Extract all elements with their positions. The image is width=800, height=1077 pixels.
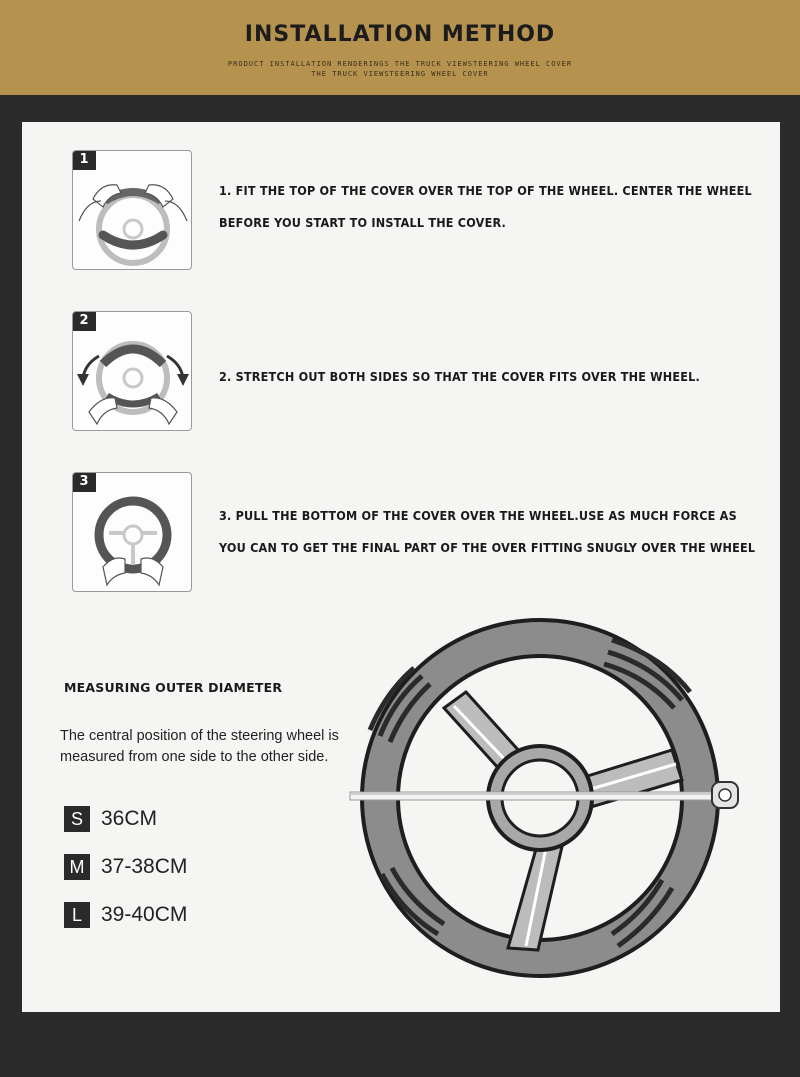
size-letter-badge: S [64,806,90,832]
step-2-line-1: 2. STRETCH OUT BOTH SIDES SO THAT THE COVER FITS OVER THE WHEEL. [219,369,701,384]
step-2-text [219,361,764,393]
page-title: INSTALLATION METHOD [244,22,556,47]
header-subtitle-line-2: THE TRUCK VIEWSTEERING WHEEL COVER [311,70,489,78]
step-2-illustration [72,311,192,431]
step-3-text [219,500,764,564]
measure-description: The central position of the steering wheel is measured from one side to the other side. [60,728,339,765]
size-row-s [64,806,157,832]
step-1-line-1: 1. FIT THE TOP OF THE COVER OVER THE TOP OF THE WHEEL. CENTER THE WHEEL [219,183,752,198]
step-1-line-2: BEFORE YOU START TO INSTALL THE COVER. [219,215,507,230]
size-letter-badge: L [64,902,90,928]
measure-title: MEASURING OUTER DIAMETER [64,680,283,695]
size-row-l [64,902,187,928]
step-3-number: 3 [72,472,96,492]
size-value: 39-40CM [101,903,188,926]
step-2-number: 2 [72,311,96,331]
steering-wheel-illustration [342,612,742,982]
step-3-illustration [72,472,192,592]
header-subtitle-line-1: PRODUCT INSTALLATION RENDERINGS THE TRUCK VIEWSTEERING WHEEL COVER [227,60,573,68]
size-row-m [64,854,187,880]
instruction-panel [22,122,780,1012]
step-1-illustration [72,150,192,270]
step-1-number: 1 [72,150,96,170]
size-letter-badge: M [64,854,90,880]
step-3-line-2: YOU CAN TO GET THE FINAL PART OF THE OVER FITTING SNUGLY OVER THE WHEEL [219,540,756,555]
size-value: 37-38CM [101,855,188,878]
header-banner [0,0,800,95]
step-3-line-1: 3. PULL THE BOTTOM OF THE COVER OVER THE WHEEL.USE AS MUCH FORCE AS [219,508,737,523]
step-1-text [219,175,764,239]
size-value: 36CM [101,807,158,830]
